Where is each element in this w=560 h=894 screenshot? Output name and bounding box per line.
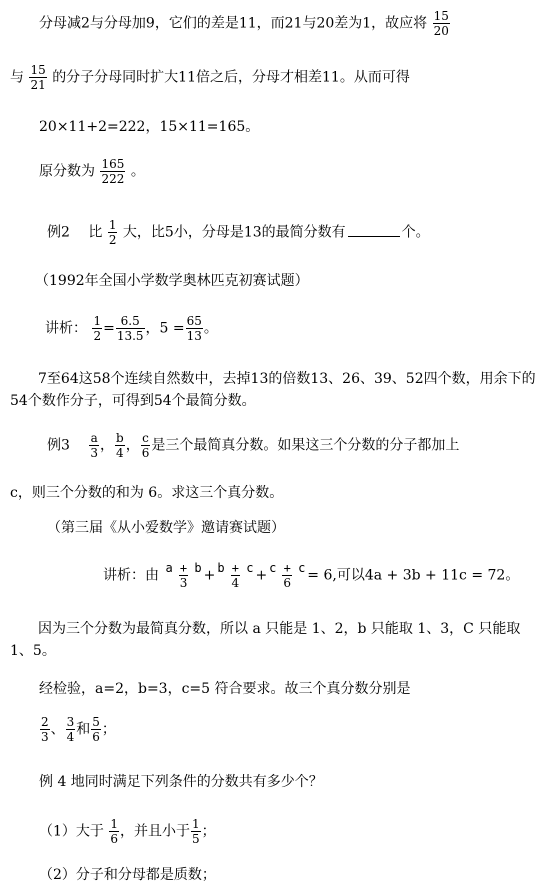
line-source-2: （第三届《从小爱数学》邀请赛试题） [47,520,285,536]
line-9: c，则三个分数的和为 6。求这三个真分数。 [10,485,284,501]
paragraph-1: 7至64这58个连续自然数中，去掉13的倍数13、26、39、52四个数，用余下的54个数作分子，可得到54个最简分数。 [10,371,536,409]
line-12: 经检验，a=2，b=3，c=5 符合要求。故三个真分数分别是 [39,681,411,697]
answer-blank [348,222,400,237]
line-source-1: （1992年全国小学数学奥林匹克初赛试题） [35,273,309,289]
line-example-3: 例3 $\frac{a}{3}$ ， $\frac{b}{4}$ ， $\frac{c}{6}$ 是三个最简真分数。如果这三个分数的分子都加上 [47,431,460,460]
line-3: 20×11+2=222，15×11=165。 [39,119,260,135]
line-analysis-2: 讲析：由 $\frac{a + b}{3}$ + $\frac{b + c}{4}$ + $\frac{c + c}{6}$ = 6,可以4a + 3b + 11c = 72。 [103,561,520,590]
fraction: $\frac{15}{21}$ [30,63,46,92]
line-condition-1: （1）大于 $\frac{1}{6}$ ，并且小于 $\frac{1}{5}$ ； [39,817,216,846]
line-condition-2: （2）分子和分母都是质数； [39,867,216,883]
line-1 [39,10,451,37]
line-example-2: 例2 比 $\frac{1}{2}$ 大，比5小，分母是13的最简分数有 个。 [47,218,430,247]
fraction: $\frac{15}{20}$ [433,9,449,38]
line-answers: $\frac{2}{3}$ 、 $\frac{3}{4}$ 和 $\frac{5}{6}$ ； [41,715,116,744]
fraction: $\frac{165}{222}$ [101,157,125,186]
line-example-4: 例 4 地同时满足下列条件的分数共有多少个？ [39,774,323,790]
line-4: 原分数为 $\frac{165}{222}$ 。 [39,157,145,186]
fraction: $\frac{1}{2}$ [108,218,117,247]
paragraph-2: 因为三个分数为最简真分数，所以 a 只能是 1、2，b 只能取 1、3，C 只能取 1、5。 [10,621,521,659]
text: 分母减2与分母加9，它们的差是11，而21与20差为1，故应将 [39,15,428,32]
line-2: 与 $\frac{15}{21}$ 的分子分母同时扩大11倍之后，分母才相差11。从而可得 [10,63,410,92]
line-analysis-1: 讲析： $\frac{1}{2}$ = $\frac{6.5}{13.5}$ ，5 = $\frac{65}{13}$ 。 [45,314,218,343]
